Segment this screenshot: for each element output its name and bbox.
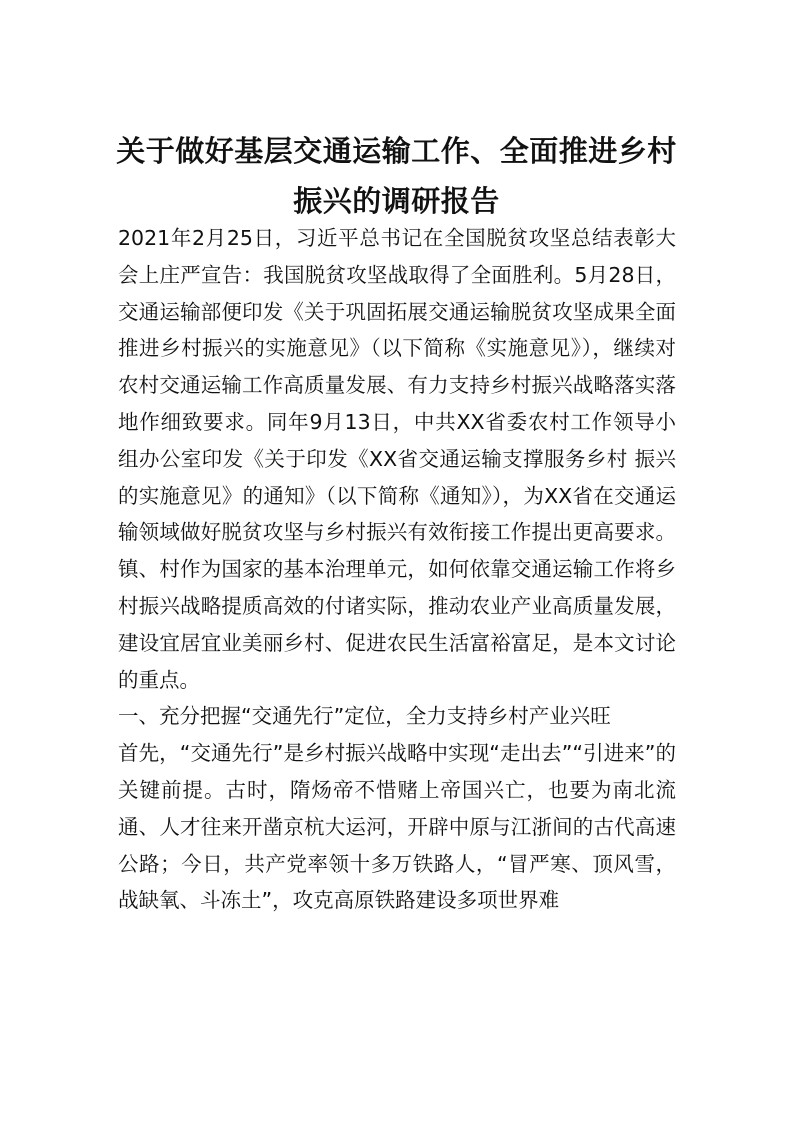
section-paragraph: 首先，“交通先行”是乡村振兴战略中实现“走出去”“引进来”的关键前提。古时，隋炀帝不惜赌上帝国兴亡，也要为南北流通、人才往来开凿京杭大运河，开辟中原与江浙间的古代高速公路；今日，共产党率领十多万铁路人，“冒严寒、顶风雪，战缺氧、斗冻土”，攻克高原铁路建设多项世界难: [118, 741, 676, 913]
body-paragraph: 2021年2月25日，习近平总书记在全国脱贫攻坚总结表彰大会上庄严宣告：我国脱贫攻坚战取得了全面胜利。5月28日，交通运输部便印发《关于巩固拓展交通运输脱贫攻坚成果全面推进乡村振兴的实施意见》（以下简称《实施意见》），继续对农村交通运输工作高质量发展、有力支持乡村振兴战略落实落地作细致要求。同年9月13日，中共XX省委农村工作领导小组办公室印发《关于印发《XX省交通运输支撑服务乡村 振兴的实施意见》的通知》（以下简称《通知》），为XX省在交通运输领域做好脱贫攻坚与乡村振兴有效衔接工作提出更高要求。镇、村作为国家的基本治理单元，如何依靠交通运输工作将乡村振兴战略提质高效的付诸实际，推动农业产业高质量发展，建设宜居宜业美丽乡村、促进农民生活富裕富足，是本文讨论的重点。: [118, 226, 676, 692]
document-title: 关于做好基层交通运输工作、全面推进乡村振兴的调研报告: [116, 134, 677, 218]
section-heading: 一、充分把握“交通先行”定位，全力支持乡村产业兴旺: [118, 704, 611, 729]
document-body: [118, 220, 676, 919]
